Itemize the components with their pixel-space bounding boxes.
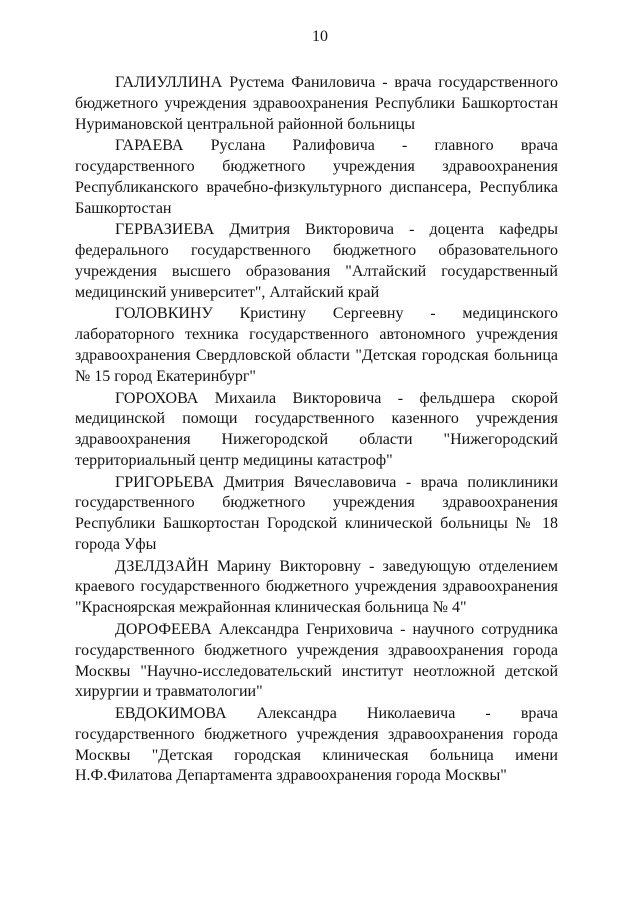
list-item: ГАЛИУЛЛИНА Рустема Фаниловича - врача государственного бюджетного учреждения здравоохранения Республики Башкортостан Нуримановской центральной районной больницы <box>75 74 558 133</box>
list-item: ДОРОФЕЕВА Александра Генриховича - научного сотрудника государственного бюджетного учреждения здравоохранения города Москвы "Научно-исследовательский институт неотложной детской хирургии и травматологии" <box>75 620 558 701</box>
list-item: ГОЛОВКИНУ Кристину Сергеевну - медицинского лабораторного техника государственного автономного учреждения здравоохранения Свердловской области "Детская городская больница № 15 город Екатеринбург" <box>75 305 558 385</box>
list-item: ДЗЕЛДЗАЙН Марину Викторовну - заведующую отделением краевого государственного бюджетного учреждения здравоохранения "Красноярская межрайонная клиническая больница № 4" <box>75 557 558 617</box>
entry-list <box>75 73 558 788</box>
list-item: ГРИГОРЬЕВА Дмитрия Вячеславовича - врача поликлиники государственного бюджетного учреждения здравоохранения Республики Башкортостан Городской клинической больницы № 18 города Уфы <box>75 473 558 553</box>
page-number: 10 <box>312 28 328 45</box>
list-item: ГАРАЕВА Руслана Ралифовича - главного врача государственного бюджетного учреждения здравоохранения Республиканского врачебно-физкультурного диспансера, Республика Башкортостан <box>75 137 558 217</box>
list-item: ГЕРВАЗИЕВА Дмитрия Викторовича - доцента кафедры федерального государственного бюджетного образовательного учреждения высшего образования "Алтайский государственный медицинский университет", Алтайский край <box>75 221 558 301</box>
list-item: ГОРОХОВА Михаила Викторовича - фельдшера скорой медицинской помощи государственного казенного учреждения здравоохранения Нижегородской области "Нижегородский территориальный центр медицины катастроф" <box>75 389 558 469</box>
list-item: ЕВДОКИМОВА Александра Николаевича - врача государственного бюджетного учреждения здравоохранения города Москвы "Детская городская клиническая больница имени Н.Ф.Филатова Департамента здравоохранения города Москвы" <box>75 705 558 785</box>
